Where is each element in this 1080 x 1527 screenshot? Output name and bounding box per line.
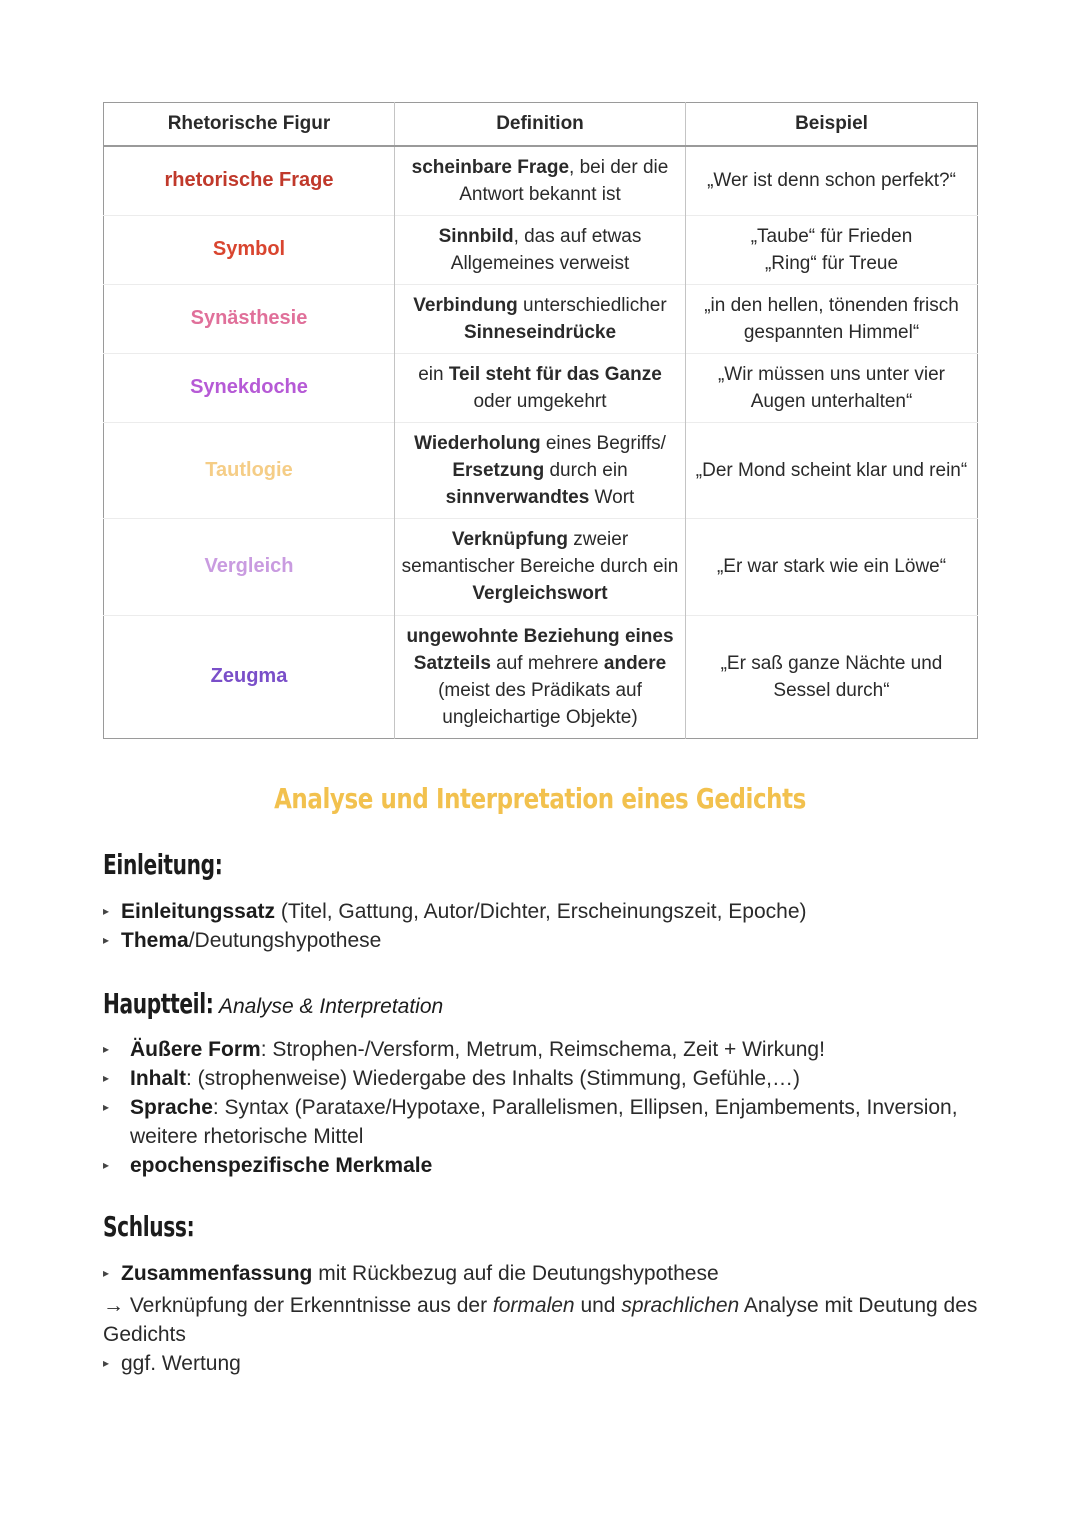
figure-definition: [395, 353, 686, 422]
hauptteil-subheading: Analyse & Interpretation: [219, 995, 444, 1018]
text-run: Allgemeines verweist: [450, 252, 630, 274]
figure-name: rhetorische Frage: [164, 169, 334, 192]
text-run: eines Begriffs/: [540, 432, 666, 454]
list-item: [103, 1259, 983, 1288]
rhetoric-table: [103, 102, 978, 739]
example-line: „Wer ist denn schon perfekt?“: [707, 170, 956, 192]
table-row: [104, 518, 978, 615]
figure-example: [686, 615, 978, 738]
header-figure: Rhetorische Figur: [104, 103, 395, 147]
text-run: sprachlichen: [621, 1294, 740, 1317]
list-item: [103, 1093, 983, 1151]
table-row: [104, 146, 978, 215]
einleitung-list: [103, 897, 983, 955]
text-run: Sinneseindrücke: [463, 321, 617, 343]
text-run: durch ein: [544, 459, 628, 481]
figure-definition: [395, 422, 686, 518]
text-run: ungewohnte Beziehung eines Satzteils: [406, 625, 674, 674]
example-line: „Er war stark wie ein Löwe“: [716, 556, 947, 577]
page-title: Analyse und Interpretation eines Gedichts: [274, 782, 806, 815]
text-run: /Deutungshypothese: [188, 929, 382, 952]
figure-example: [686, 284, 978, 353]
list-item: [103, 1035, 983, 1064]
example-line: „in den hellen, tönenden frisch gespannten Himmel“: [704, 294, 959, 343]
text-run: formalen: [492, 1294, 575, 1317]
table-row: [104, 615, 978, 738]
table-row: [104, 284, 978, 353]
text-run: Wiederholung: [414, 432, 541, 454]
bullet-icon: ▸: [103, 1071, 110, 1085]
figure-example: [686, 146, 978, 215]
bullet-icon: ▸: [103, 1356, 110, 1370]
table-row: [104, 215, 978, 284]
figure-definition: [395, 284, 686, 353]
example-line: „Ring“ für Treue: [764, 252, 899, 274]
text-run: Sinnbild: [438, 225, 514, 247]
table-body: [104, 146, 978, 738]
header-example: Beispiel: [686, 103, 978, 147]
figure-definition: [395, 215, 686, 284]
text-run: (meist des Prädikats auf ungleichartige Objekte): [438, 679, 642, 728]
text-run: Verknüpfung: [451, 529, 568, 550]
table-row: [104, 353, 978, 422]
figure-name: Synästhesie: [104, 284, 395, 353]
text-run: ein: [418, 363, 449, 385]
schluss-heading: Schluss:: [103, 1210, 195, 1243]
table-header-row: [104, 103, 978, 147]
bullet-icon: ▸: [103, 1158, 110, 1172]
text-run: (Titel, Gattung, Autor/Dichter, Erscheinungszeit, Epoche): [275, 900, 807, 923]
text-run: und: [574, 1294, 622, 1317]
bullet-icon: ▸: [103, 904, 110, 918]
list-item: [103, 897, 983, 926]
list-item: [103, 1064, 983, 1093]
text-run: zweier semantischer Bereiche durch ein: [401, 529, 679, 577]
text-run: : Syntax (Parataxe/Hypotaxe, Parallelismen, Ellipsen, Enjambements, Inversion, weitere rhetorische Mittel: [130, 1096, 958, 1148]
figure-example: [686, 215, 978, 284]
text-run: Zusammenfassung: [121, 1262, 313, 1285]
figure-definition: [395, 615, 686, 738]
bullet-icon: ▸: [103, 1266, 110, 1280]
table-row: [104, 422, 978, 518]
bullet-icon: ▸: [103, 933, 110, 947]
text-run: : Strophen-/Versform, Metrum, Reimschema, Zeit + Wirkung!: [260, 1038, 825, 1061]
figure-definition: [395, 518, 686, 615]
text-run: Antwort bekannt ist: [459, 183, 621, 205]
text-run: sinnverwandtes: [445, 486, 590, 508]
hauptteil-list: [103, 1035, 983, 1180]
text-run: scheinbare Frage: [411, 156, 570, 178]
example-line: „Der Mond scheint klar und rein“: [695, 459, 968, 481]
text-run: Teil steht für das Ganze: [448, 363, 662, 385]
bullet-icon: ▸: [103, 1100, 110, 1114]
example-line: „Taube“ für Frieden: [750, 225, 913, 247]
figure-example: [686, 422, 978, 518]
text-run: Ersetzung: [452, 459, 545, 481]
text-run: epochenspezifische Merkmale: [130, 1154, 433, 1177]
bullet-icon: ▸: [103, 1042, 110, 1056]
figure-example: [686, 353, 978, 422]
hauptteil-heading: Hauptteil: Analyse & Interpretation: [103, 987, 444, 1020]
header-definition: Definition: [395, 103, 686, 147]
schluss-list: [103, 1259, 983, 1288]
text-run: Äußere Form: [130, 1038, 261, 1061]
text-run: Inhalt: [130, 1067, 186, 1090]
figure-example: [686, 518, 978, 615]
text-run: Thema: [121, 929, 189, 952]
einleitung-heading: Einleitung:: [103, 848, 223, 881]
schluss-arrow-text: [103, 1291, 983, 1349]
schluss-list-2: [103, 1349, 983, 1378]
figure-definition: [395, 146, 686, 215]
list-item: [103, 1349, 983, 1378]
text-run: andere: [603, 652, 667, 674]
example-line: „Er saß ganze Nächte und Sessel durch“: [720, 652, 943, 701]
text-run: auf mehrere: [490, 652, 604, 674]
figure-name: Tautlogie: [104, 422, 395, 518]
list-item: [103, 1151, 983, 1180]
text-run: : (strophenweise) Wiedergabe des Inhalts (Stimmung, Gefühle,…): [186, 1067, 800, 1090]
figure-name: Synekdoche: [104, 353, 395, 422]
figure-name: Vergleich: [104, 518, 395, 615]
text-run: Sprache: [130, 1096, 213, 1119]
text-run: oder umgekehrt: [473, 390, 607, 412]
example-line: „Wir müssen uns unter vier Augen unterhalten“: [717, 363, 945, 412]
text-run: Einleitungssatz: [121, 900, 276, 923]
list-item: [103, 926, 983, 955]
text-run: mit Rückbezug auf die Deutungshypothese: [312, 1262, 719, 1285]
text-run: ggf. Wertung: [121, 1352, 241, 1375]
text-run: , bei der die: [569, 156, 669, 178]
text-run: Vergleichswort: [472, 583, 608, 604]
figure-name: Zeugma: [104, 615, 395, 738]
figure-name: Symbol: [104, 215, 395, 284]
text-run: Analyse mit Deutung des Gedichts: [103, 1294, 978, 1346]
text-run: , das auf etwas: [513, 225, 642, 247]
text-run: Verbindung: [413, 294, 518, 316]
text-run: unterschiedlicher: [517, 294, 667, 316]
text-run: Wort: [589, 486, 635, 508]
text-run: → Verknüpfung der Erkenntnisse aus der: [103, 1294, 493, 1317]
